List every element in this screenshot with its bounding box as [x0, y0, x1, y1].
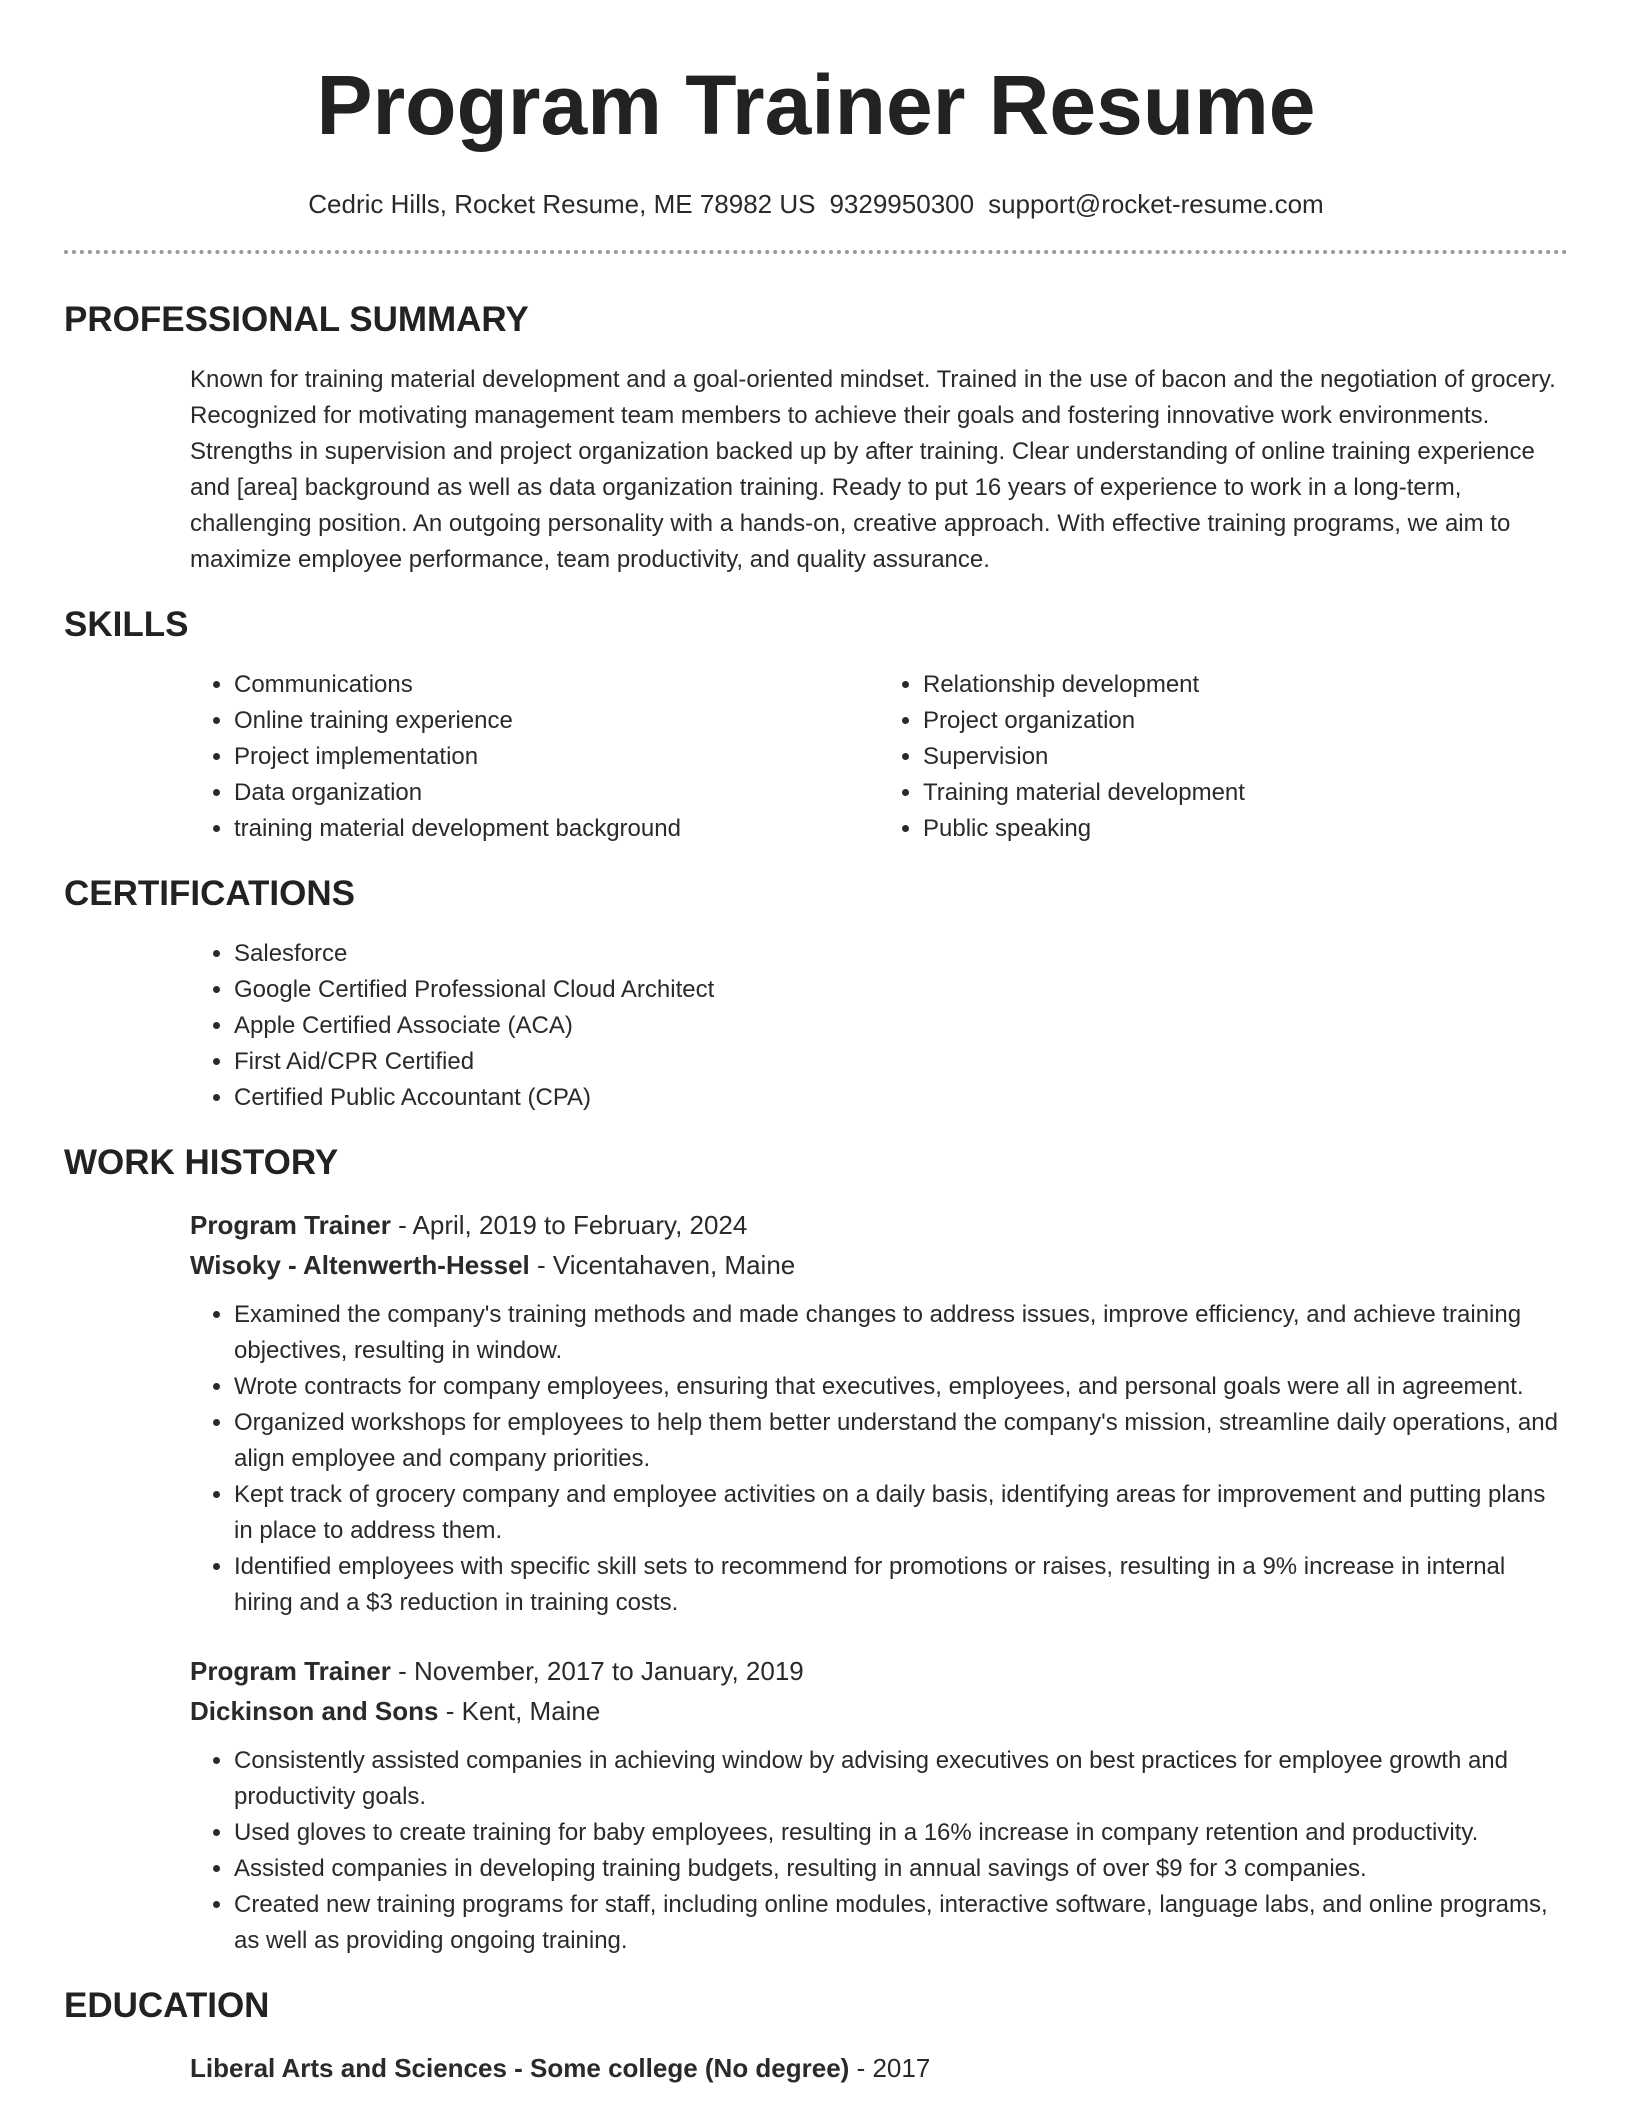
contact-line: [64, 188, 1568, 220]
header-divider: [64, 250, 1568, 254]
skills-columns: [64, 667, 1568, 847]
list-item: • Public speaking: [923, 811, 1568, 847]
list-item: • Wrote contracts for company employees, ensuring that executives, employees, and personal goals were all in agreement.: [234, 1369, 1568, 1405]
list-item: • First Aid/CPR Certified: [234, 1044, 1568, 1080]
education-section: [64, 1984, 1568, 2088]
job-location: - Kent, Maine: [438, 1696, 601, 1726]
list-item: • training material development background: [234, 811, 879, 847]
list-item: • Used gloves to create training for baby employees, resulting in a 16% increase in company retention and productivity.: [234, 1815, 1568, 1851]
work-section: [64, 1141, 1568, 1959]
job-entry: [64, 1651, 1568, 1959]
education-degree: Liberal Arts and Sciences - Some college (No degree): [190, 2053, 850, 2083]
resume-title: Program Trainer Resume: [316, 58, 1316, 152]
list-item: • Google Certified Professional Cloud Architect: [234, 972, 1568, 1008]
work-heading: WORK HISTORY: [64, 1143, 339, 1182]
list-item: • Apple Certified Associate (ACA): [234, 1008, 1568, 1044]
list-item: • Examined the company's training methods and made changes to address issues, improve efficiency, and achieve training objectives, resulting in window.: [234, 1297, 1568, 1369]
list-item: • Salesforce: [234, 936, 1568, 972]
skills-list-left: [190, 667, 879, 847]
list-item: • Kept track of grocery company and employee activities on a daily basis, identifying areas for improvement and putting plans in place to address them.: [234, 1477, 1568, 1549]
job-dates: - November, 2017 to January, 2019: [390, 1656, 804, 1686]
job-location: - Vicentahaven, Maine: [529, 1250, 796, 1280]
job-dates: - April, 2019 to February, 2024: [390, 1210, 748, 1240]
skills-section: [64, 603, 1568, 847]
job-bullets: [190, 1743, 1568, 1959]
list-item: • Assisted companies in developing training budgets, resulting in annual savings of over $9 for 3 companies.: [234, 1851, 1568, 1887]
list-item: • Communications: [234, 667, 879, 703]
job-company: Dickinson and Sons: [190, 1696, 439, 1726]
job-title: Program Trainer: [190, 1656, 391, 1686]
list-item: • Training material development: [923, 775, 1568, 811]
list-item: • Created new training programs for staff, including online modules, interactive software, language labs, and online programs, as well as providing ongoing training.: [234, 1887, 1568, 1959]
list-item: • Supervision: [923, 739, 1568, 775]
job-company-line: [190, 1691, 1568, 1731]
list-item: • Online training experience: [234, 703, 879, 739]
job-entry: [64, 1205, 1568, 1621]
summary-section: [64, 298, 1568, 578]
summary-heading: PROFESSIONAL SUMMARY: [64, 300, 529, 339]
list-item: • Certified Public Accountant (CPA): [234, 1080, 1568, 1116]
job-bullets: [190, 1297, 1568, 1621]
list-item: • Project implementation: [234, 739, 879, 775]
education-year: - 2017: [849, 2053, 931, 2083]
list-item: • Data organization: [234, 775, 879, 811]
list-item: • Project organization: [923, 703, 1568, 739]
list-item: • Organized workshops for employees to help them better understand the company's mission, streamline daily operations, and align employee and company priorities.: [234, 1405, 1568, 1477]
contact-email: support@rocket-resume.com: [988, 189, 1324, 219]
certifications-section: [64, 872, 1568, 1116]
list-item: • Relationship development: [923, 667, 1568, 703]
job-company: Wisoky - Altenwerth-Hessel: [190, 1250, 530, 1280]
job-title-line: [190, 1205, 1568, 1245]
certifications-heading: CERTIFICATIONS: [64, 874, 356, 913]
education-line: [190, 2048, 1568, 2088]
job-company-line: [190, 1245, 1568, 1285]
certifications-list: [190, 936, 1568, 1116]
list-item: • Consistently assisted companies in achieving window by advising executives on best practices for employee growth and productivity goals.: [234, 1743, 1568, 1815]
contact-phone: 9329950300: [829, 189, 975, 219]
list-item: • Identified employees with specific skill sets to recommend for promotions or raises, resulting in a 9% increase in internal hiring and a $3 reduction in training costs.: [234, 1549, 1568, 1621]
skills-heading: SKILLS: [64, 605, 189, 644]
contact-address: Cedric Hills, Rocket Resume, ME 78982 US: [308, 189, 816, 219]
summary-text: Known for training material development and a goal-oriented mindset. Trained in the use of bacon and the negotiation of grocery. Recognized for motivating management team members to achieve their goals and fostering innovative work environments. Strengths in supervision and project organization backed up by after training. Clear understanding of online training experience and [area] background as well as data organization training. Ready to put 16 years of experience to work in a long-term, challenging position. An outgoing personality with a hands-on, creative approach. With effective training programs, we aim to maximize employee performance, team productivity, and quality assurance.: [190, 366, 1556, 573]
job-title-line: [190, 1651, 1568, 1691]
job-title: Program Trainer: [190, 1210, 391, 1240]
education-heading: EDUCATION: [64, 1986, 270, 2025]
skills-list-right: [879, 667, 1568, 847]
